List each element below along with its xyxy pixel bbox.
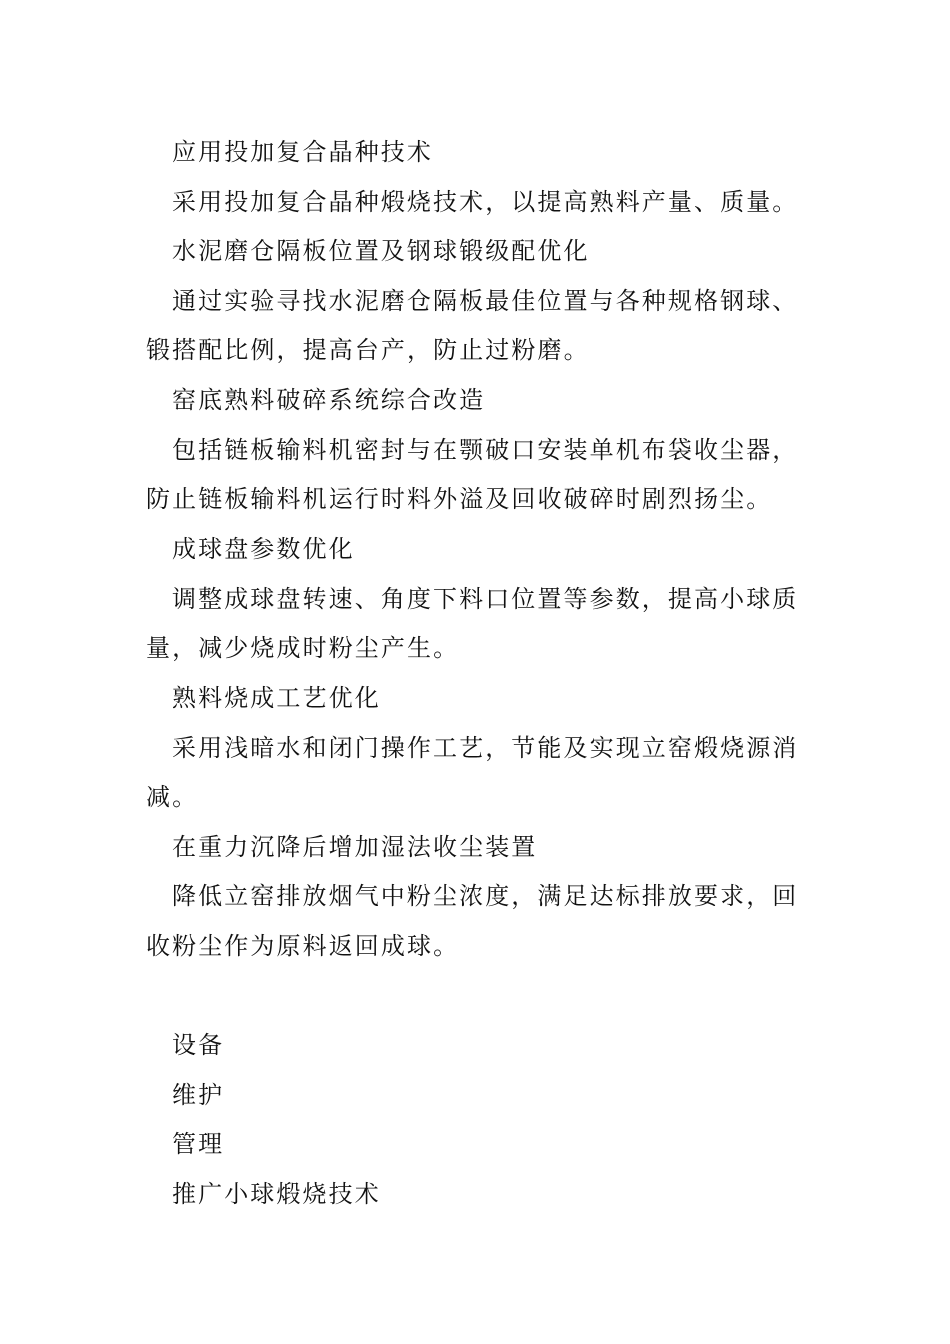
paragraph-line: 调整成球盘转速、角度下料口位置等参数，提高小球质 [172,585,799,613]
paragraph-line: 锻搭配比例，提高台产，防止过粉磨。 [146,336,590,364]
paragraph-line: 采用浅暗水和闭门操作工艺，节能及实现立窑煅烧源消 [172,734,799,762]
heading-cement-mill: 水泥磨仓隔板位置及钢球锻级配优化 [172,237,590,265]
paragraph-line: 包括链板输料机密封与在颚破口安装单机布袋收尘器， [172,436,799,464]
paragraph-line: 收粉尘作为原料返回成球。 [146,932,460,960]
paragraph-line: 通过实验寻找水泥磨仓隔板最佳位置与各种规格钢球、 [172,287,799,315]
paragraph-line: 防止链板输料机运行时料外溢及回收破碎时剧烈扬尘。 [146,485,773,513]
heading-maintenance: 维护 [172,1081,225,1109]
heading-kiln-crushing: 窑底熟料破碎系统综合改造 [172,386,486,414]
heading-clinker-burning: 熟料烧成工艺优化 [172,684,381,712]
heading-wet-dust-collector: 在重力沉降后增加湿法收尘装置 [172,833,538,861]
paragraph-line: 量，减少烧成时粉尘产生。 [146,634,460,662]
paragraph-line: 减。 [146,783,199,811]
heading-compound-seed: 应用投加复合晶种技术 [172,138,433,166]
paragraph-line: 降低立窑排放烟气中粉尘浓度，满足达标排放要求，回 [172,882,799,910]
heading-pellet-calcination: 推广小球煅烧技术 [172,1180,381,1208]
heading-equipment: 设备 [172,1031,225,1059]
heading-management: 管理 [172,1130,225,1158]
heading-pelletizer: 成球盘参数优化 [172,535,355,563]
paragraph-line: 采用投加复合晶种煅烧技术，以提高熟料产量、质量。 [172,188,799,216]
